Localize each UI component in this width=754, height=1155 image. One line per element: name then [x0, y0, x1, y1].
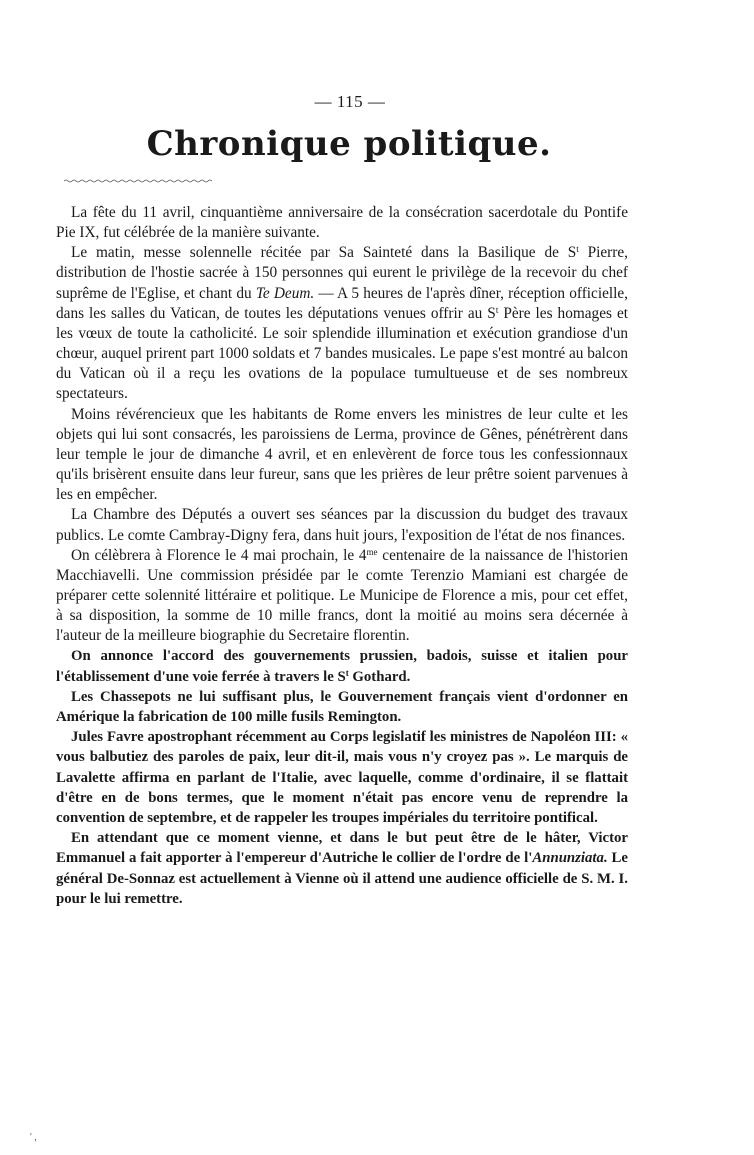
paragraph-p4: [56, 505, 628, 545]
italic-text: Annunziata.: [532, 850, 608, 867]
text-segment: centenaire de la naissance de l'historien Macchiavelli. Une commission présidée par le comte Terenzio Mamiani est chargée de préparer cette solennité littéraire et politique. Le Municipe de Florence a mis, pour cet effet, à sa disposition, la somme de 10 mille francs, dont la moitié au moins sera décernée à l'auteur de la meilleure biographie du Secretaire florentin.: [56, 546, 628, 645]
text-segment: On annonce l'accord des gouvernements prussien, badois, suisse et italien pour l'établissement d'une voie ferrée à travers le S: [56, 648, 628, 685]
superscript: t: [495, 304, 499, 315]
text-segment: Moins révérencieux que les habitants de Rome envers les ministres de leur culte et les objets qui lui sont consacrés, les paroissiens de Lerma, province de Gênes, pénétrèrent dans leur temple le jour de dimanche 4 avril, et en enlevèrent de force tous les confessionnaux qu'ils brisèrent ensuite dans leur fureur, sans que les prières de leur prêtre soient parvenues à les en empêcher.: [56, 405, 628, 504]
text-segment: La fête du 11 avril, cinquantième anniversaire de la consécration sacerdotale du Pontife Pie IX, fut célébrée de la manière suivante.: [56, 204, 628, 242]
page-number: — 115 —: [314, 92, 386, 111]
superscript: t: [576, 244, 579, 255]
paragraph-p7: [56, 687, 628, 727]
bold-paragraphs: [56, 646, 628, 909]
ornamental-rule: [64, 178, 214, 184]
paragraph-p8: [56, 727, 628, 828]
wavy-rule-line: [64, 180, 212, 182]
paragraph-p1: [56, 203, 628, 243]
text-segment: Le général De-Sonnaz est actuellement à Vienne où il attend une audience officielle de S. M. I. pour le lui remettre.: [56, 850, 628, 907]
paragraph-p3: [56, 405, 628, 506]
text-segment: Gothard.: [348, 668, 411, 685]
text-segment: Pierre, distribution de l'hostie sacrée à 150 personnes qui eurent le privilège de la recevoir du chef suprême de l'Eglise, et chant du: [56, 244, 628, 302]
paragraph-p5: [56, 546, 628, 647]
text-segment: En attendant que ce moment vienne, et dans le but peut être de le hâter, Victor Emmanuel a fait apporter à l'empereur d'Autriche le collier de l'ordre de l': [56, 830, 628, 867]
document-page: [56, 92, 628, 909]
text-segment: Père les homages et les vœux de toute la catholicité. Le soir splendide illumination et exécution grandiose d'un chœur, auquel prirent part 1000 soldats et 7 bandes musicales. Le pape s'est montré au balcon du Vatican où il a reçu les ovations de la populace tumultueuse et de ses nombreux spectateurs.: [56, 304, 628, 403]
article-body: [56, 203, 628, 909]
scan-marks: ' ,: [30, 1132, 37, 1143]
italic-text: Te Deum.: [255, 284, 315, 302]
paragraph-p9: [56, 828, 628, 909]
text-segment: Le matin, messe solennelle récitée par Sa Sainteté dans la Basilique de S: [71, 244, 577, 262]
superscript: t: [345, 667, 349, 678]
text-segment: On célèbrera à Florence le 4 mai prochain, le 4: [71, 546, 367, 564]
text-segment: — A 5 heures de l'après dîner, réception officielle, dans les salles du Vatican, de toutes les députations venues offrir au S: [56, 284, 629, 322]
paragraph-p6: [56, 646, 628, 686]
paragraph-p2: [56, 243, 628, 404]
superscript: me: [366, 546, 378, 557]
text-segment: La Chambre des Députés a ouvert ses séances par la discussion du budget des travaux publics. Le comte Cambray-Digny fera, dans huit jours, l'exposition de l'état de nos finances.: [56, 506, 628, 544]
page-title: Chronique politique.: [146, 124, 552, 164]
text-segment: Jules Favre apostrophant récemment au Corps legislatif les ministres de Napoléon III: « vous balbutiez des paroles de paix, leur dit-il, mais vous n'y croyez pas ». Le marquis de Lavalette affirma en parlant de l'Italie, avec laquelle, comme d'ordinaire, il se flattait d'être en de bons termes, que le moment n'était pas encore venu de reprendre la convention de septembre, et de rappeler les troupes impériales du territoire pontifical.: [56, 729, 628, 827]
text-segment: Les Chassepots ne lui suffisant plus, le Gouvernement français vient d'ordonner en Amérique la fabrication de 100 mille fusils Remington.: [56, 688, 628, 726]
regular-paragraphs: [56, 203, 628, 646]
